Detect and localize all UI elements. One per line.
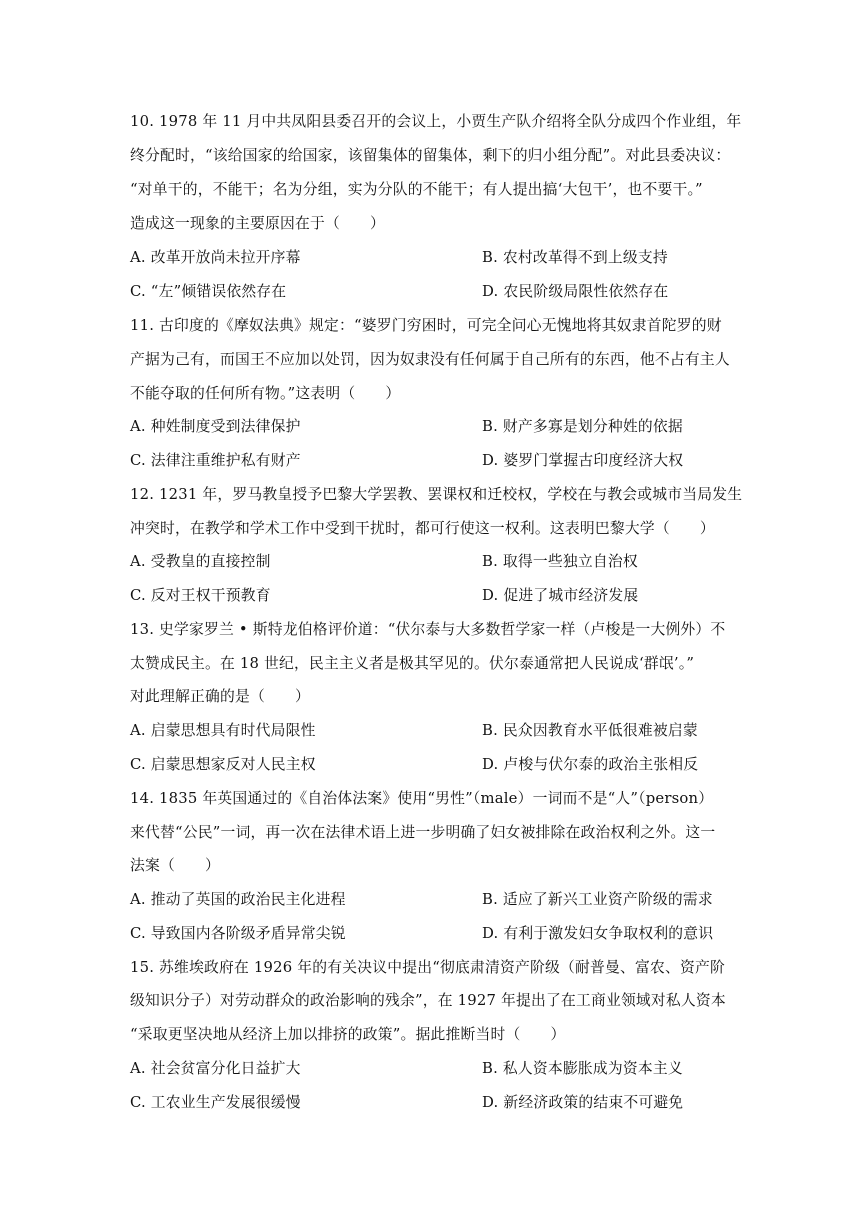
question-stem-line: 终分配时，“该给国家的给国家，该留集体的留集体，剩下的归小组分配”。对此县委决议：	[130, 147, 731, 164]
option-c: C. 工农业生产发展很缓慢	[130, 1094, 301, 1111]
option-a: A. 改革开放尚未拉开序幕	[130, 249, 301, 266]
option-d: D. 农民阶级局限性依然存在	[482, 283, 669, 300]
question-stem-line: 级知识分子）对劳动群众的政治影响的残余”，在 1927 年提出了在工商业领域对私人资本	[130, 992, 726, 1009]
option-a: A. 推动了英国的政治民主化进程	[130, 891, 346, 908]
option-d: D. 卢梭与伏尔泰的政治主张相反	[482, 756, 699, 773]
question-stem-line: 11. 古印度的《摩奴法典》规定：“婆罗门穷困时，可完全问心无愧地将其奴隶首陀罗的财	[130, 317, 722, 334]
option-b: B. 农村改革得不到上级支持	[482, 249, 668, 266]
question-stem-line: “对单干的，不能干；名为分组，实为分队的不能干；有人提出搞‘大包干’，也不要干。”	[130, 181, 703, 198]
option-a: A. 社会贫富分化日益扩大	[130, 1060, 301, 1077]
option-b: B. 适应了新兴工业资产阶级的需求	[482, 891, 713, 908]
option-a: A. 种姓制度受到法律保护	[130, 418, 301, 435]
question-stem-line: 10. 1978 年 11 月中共凤阳县委召开的会议上，小贾生产队介绍将全队分成四个作业组，年	[130, 113, 742, 130]
option-c: C. 反对王权干预教育	[130, 587, 271, 604]
question-stem-line: 产据为己有，而国王不应加以处罚，因为奴隶没有任何属于自己所有的东西，他不占有主人	[130, 351, 730, 368]
question-stem-line: 13. 史学家罗兰 • 斯特龙伯格评价道：“伏尔泰与大多数哲学家一样（卢梭是一大例外）不	[130, 621, 726, 638]
option-a: A. 受教皇的直接控制	[130, 553, 271, 570]
question-stem-line: 冲突时，在教学和学术工作中受到干扰时，都可行使这一权利。这表明巴黎大学（ ）	[130, 520, 715, 537]
option-c: C. 导致国内各阶级矛盾异常尖锐	[130, 925, 346, 942]
option-b: B. 财产多寡是划分种姓的依据	[482, 418, 683, 435]
question-stem-line: 对此理解正确的是（ ）	[130, 688, 310, 705]
option-d: D. 新经济政策的结束不可避免	[482, 1094, 684, 1111]
option-c: C. 启蒙思想家反对人民主权	[130, 756, 316, 773]
option-b: B. 取得一些独立自治权	[482, 553, 638, 570]
question-stem-line: 12. 1231 年，罗马教皇授予巴黎大学罢教、罢课权和迁校权，学校在与教会或城市当局发生	[130, 486, 743, 503]
option-c: C. “左”倾错误依然存在	[130, 283, 287, 300]
question-stem-line: 造成这一现象的主要原因在于（ ）	[130, 215, 385, 232]
option-d: D. 促进了城市经济发展	[482, 587, 639, 604]
question-stem-line: 15. 苏维埃政府在 1926 年的有关决议中提出“彻底肃清资产阶级（耐普曼、富农、资产阶	[130, 959, 725, 976]
question-stem-line: 不能夺取的任何所有物。”这表明（ ）	[130, 385, 401, 402]
question-stem-line: 14. 1835 年英国通过的《自治体法案》使用“男性”（male）一词而不是“人”（person）	[130, 790, 714, 807]
option-c: C. 法律注重维护私有财产	[130, 452, 301, 469]
option-b: B. 私人资本膨胀成为资本主义	[482, 1060, 683, 1077]
option-a: A. 启蒙思想具有时代局限性	[130, 722, 316, 739]
question-stem-line: “采取更坚决地从经济上加以排挤的政策”。据此推断当时（ ）	[130, 1026, 566, 1043]
option-b: B. 民众因教育水平低很难被启蒙	[482, 722, 698, 739]
option-d: D. 有利于激发妇女争取权利的意识	[482, 925, 714, 942]
question-stem-line: 法案（ ）	[130, 857, 220, 874]
question-stem-line: 来代替“公民”一词，再一次在法律术语上进一步明确了妇女被排除在政治权利之外。这一	[130, 824, 716, 841]
option-d: D. 婆罗门掌握古印度经济大权	[482, 452, 684, 469]
question-stem-line: 太赞成民主。在 18 世纪，民主主义者是极其罕见的。伏尔泰通常把人民说成‘群氓’。”	[130, 655, 695, 672]
